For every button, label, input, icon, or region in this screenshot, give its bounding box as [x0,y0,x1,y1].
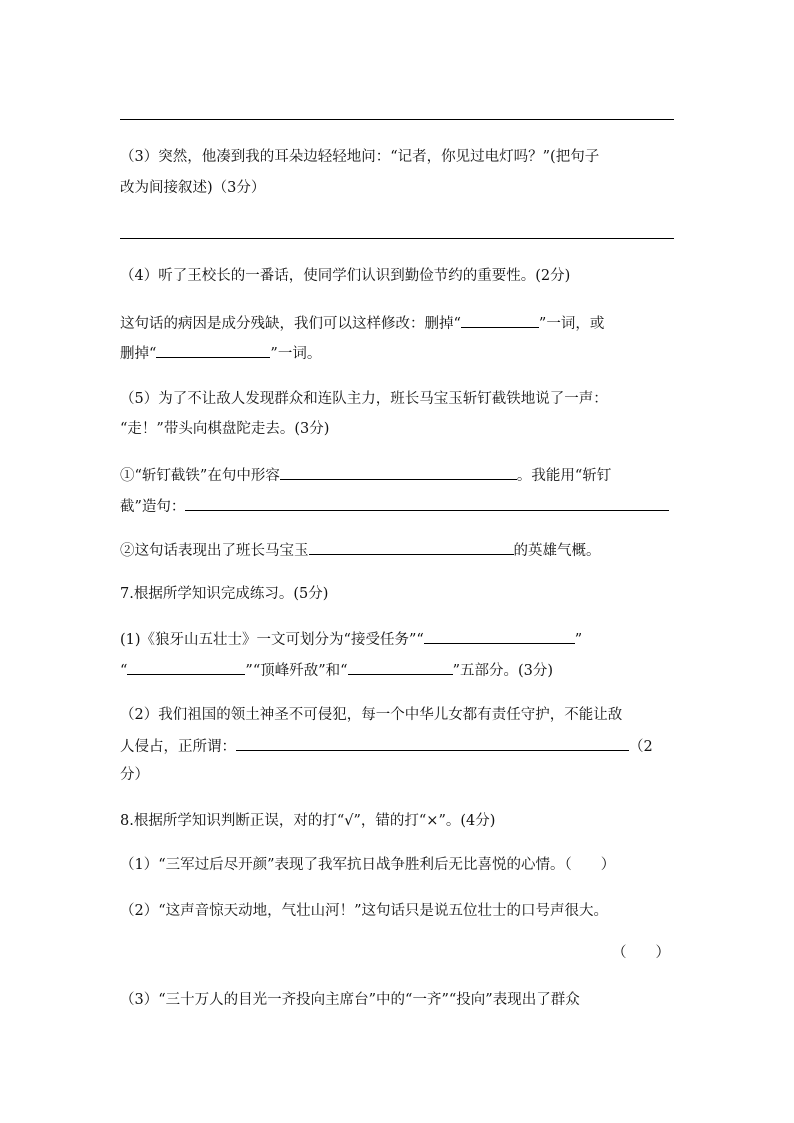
q7-p1-d: ”“顶峰歼敌”和“ [245,663,348,679]
q6-5-sub1-cont [120,495,669,517]
q7-p1-e: ”五部分。(3分) [452,663,554,679]
q6-5-sub2 [120,539,601,561]
q7-p2-line1: （2）我们祖国的领土神圣不可侵犯，每一个中华儿女都有责任守护，不能让敌 [120,707,623,723]
q7-p1-c: “ [120,663,128,679]
q6-5-sub2-a: ②这句话表现出了班长马宝玉 [120,543,309,559]
q8-s1: （1）“三军过后尽开颜”表现了我军抗日战争胜利后无比喜悦的心情。（ ） [120,857,616,873]
q6-5-sub1-b: 。我能用“斩钉 [516,468,612,484]
q7-p2-line3: 分） [120,767,149,783]
blank-field[interactable] [156,342,270,358]
q7-p1-line1 [120,628,582,650]
answer-line-top [120,119,674,120]
q7-p1-a: (1)《狼牙山五壮士》一文可划分为“接受任务”“ [120,632,424,648]
q6-4-line3 [120,342,321,364]
q6-5-sub2-b: 的英雄气概。 [513,543,601,559]
q8-s2-paren[interactable]: （ ） [612,945,670,961]
q6-5-line2: “走！”带头向棋盘陀走去。(3分) [120,421,330,437]
q6-3-line1: （3）突然，他凑到我的耳朵边轻轻地问：“记者，你见过电灯吗？”(把句子 [120,149,600,165]
blank-field[interactable] [424,628,575,644]
blank-field[interactable] [280,464,517,480]
q6-4-text-c: 删掉“ [120,346,157,362]
q6-4-text-b: ”一词，或 [538,316,605,332]
q7-p2-line2 [120,735,653,757]
q7-p1-b: ” [574,632,583,648]
q6-5-sub1 [120,464,611,486]
q7-p2-a: 人侵占，正所谓： [120,739,236,755]
q8-title: 8.根据所学知识判断正误，对的打“√”，错的打“×”。(4分) [120,813,496,829]
q7-p2-b: （2 [629,739,653,755]
q6-4-line2 [120,312,604,334]
q6-5-line1: （5）为了不让敌人发现群众和连队主力，班长马宝玉斩钉截铁地说了一声： [120,391,608,407]
q6-5-sub1-a: ①“斩钉截铁”在句中形容 [120,468,280,484]
q6-5-sub1-c: 截”造句： [120,499,186,515]
q6-4-text-a: 这句话的病因是成分残缺，我们可以这样修改：删掉“ [120,316,461,332]
q7-title: 7.根据所学知识完成练习。(5分) [120,586,329,602]
blank-field[interactable] [309,539,514,555]
q6-4-text-d: ”一词。 [270,346,322,362]
blank-field[interactable] [185,495,669,511]
q6-3-line2: 改为间接叙述)（3分） [120,180,266,196]
blank-field[interactable] [348,659,453,675]
blank-field[interactable] [236,735,629,751]
q6-4-line1: （4）听了王校长的一番话，使同学们认识到勤俭节约的重要性。(2分) [120,268,571,284]
blank-field[interactable] [461,312,539,328]
q8-s2: （2）“这声音惊天动地，气壮山河！”这句话只是说五位壮士的口号声很大。 [120,903,609,919]
q8-s3: （3）“三十万人的目光一齐投向主席台”中的“一齐”“投向”表现出了群众 [120,992,580,1008]
answer-line-q6-3 [120,238,674,239]
blank-field[interactable] [127,659,245,675]
q7-p1-line2 [120,659,553,681]
